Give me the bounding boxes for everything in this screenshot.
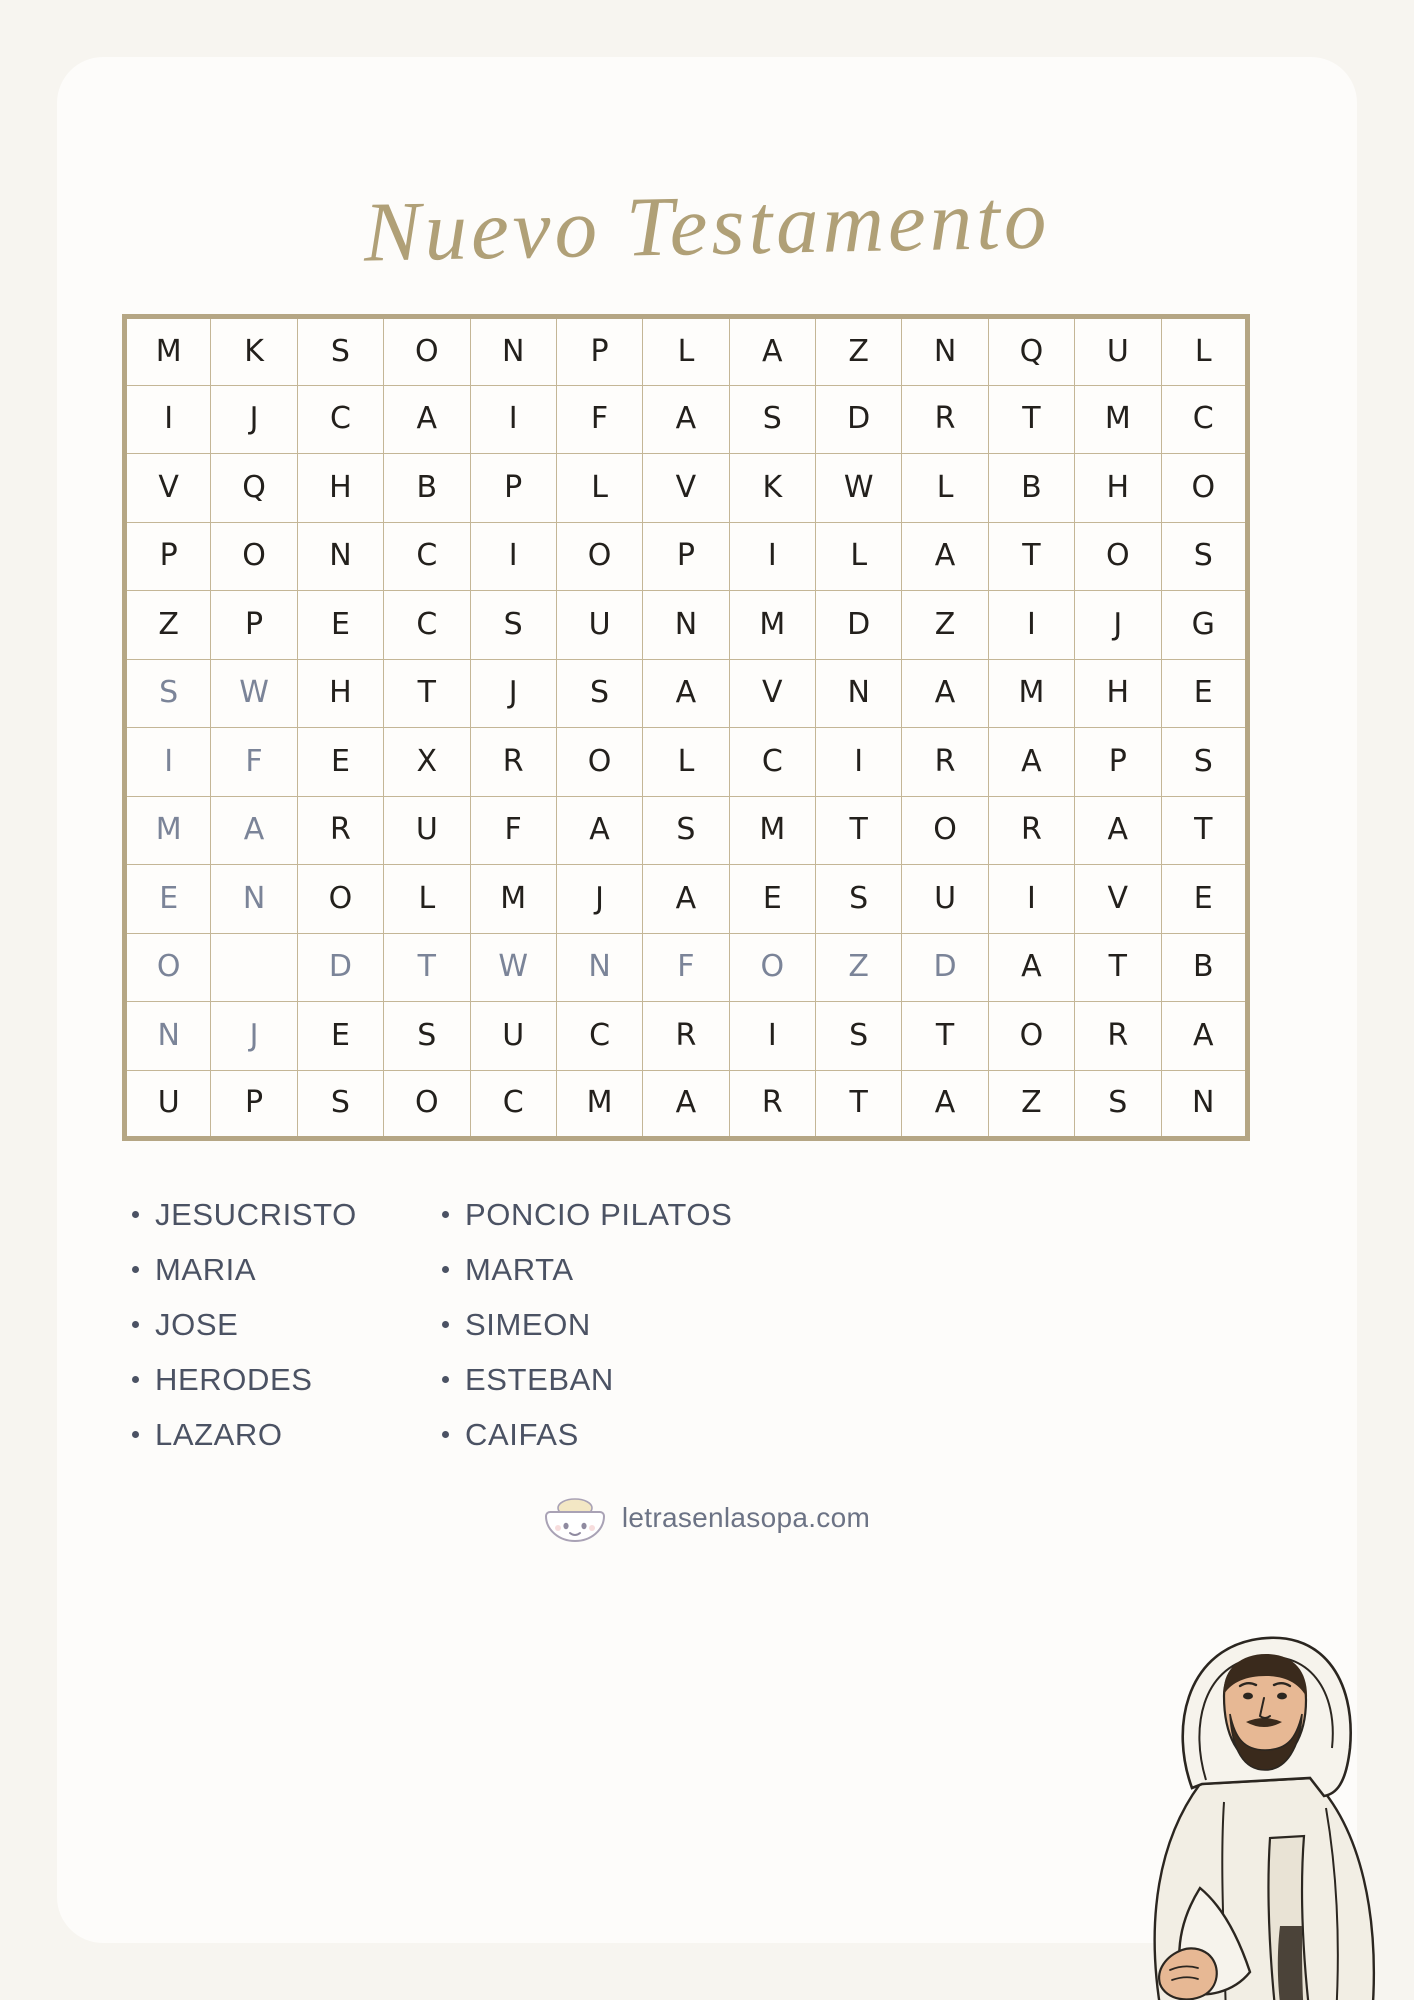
grid-cell[interactable]: F xyxy=(470,796,556,865)
grid-cell[interactable]: R xyxy=(643,1002,729,1071)
grid-cell[interactable]: S xyxy=(816,1002,902,1071)
footer xyxy=(57,1492,1357,1544)
grid-cell[interactable]: D xyxy=(297,933,383,1002)
grid-cell[interactable]: M xyxy=(729,796,815,865)
grid-cell[interactable]: N xyxy=(816,659,902,728)
grid-cell[interactable]: I xyxy=(125,385,211,454)
grid-cell[interactable]: N xyxy=(643,591,729,660)
grid-cell[interactable]: I xyxy=(729,1002,815,1071)
grid-cell[interactable]: O xyxy=(556,522,642,591)
grid-cell[interactable]: S xyxy=(816,865,902,934)
grid-cell[interactable]: A xyxy=(988,933,1074,1002)
grid-cell[interactable]: O xyxy=(297,865,383,934)
grid-cell[interactable]: S xyxy=(729,385,815,454)
grid-cell[interactable]: E xyxy=(729,865,815,934)
grid-cell[interactable]: N xyxy=(470,317,556,386)
grid-cell[interactable]: T xyxy=(1161,796,1248,865)
word-list-column-2 xyxy=(442,1187,842,1462)
grid-cell[interactable]: P xyxy=(211,1070,297,1139)
grid-row xyxy=(125,591,1248,660)
word-list-item[interactable] xyxy=(132,1297,442,1352)
grid-cell[interactable]: C xyxy=(729,728,815,797)
grid-cell[interactable]: B xyxy=(1161,933,1248,1002)
grid-cell[interactable]: S xyxy=(125,659,211,728)
grid-cell[interactable]: O xyxy=(125,933,211,1002)
grid-cell[interactable]: A xyxy=(556,796,642,865)
grid-cell[interactable]: R xyxy=(988,796,1074,865)
bullet-icon xyxy=(442,1376,449,1383)
grid-cell[interactable]: I xyxy=(470,385,556,454)
worksheet-card xyxy=(57,57,1357,1943)
grid-cell[interactable]: E xyxy=(1161,865,1248,934)
word-list-item[interactable] xyxy=(132,1242,442,1297)
grid-cell[interactable]: N xyxy=(1161,1070,1248,1139)
grid-cell[interactable]: H xyxy=(297,659,383,728)
grid-cell[interactable]: M xyxy=(125,796,211,865)
grid-cell[interactable]: M xyxy=(988,659,1074,728)
grid-cell[interactable]: J xyxy=(1075,591,1161,660)
grid-cell[interactable]: H xyxy=(297,454,383,523)
word-list-item[interactable] xyxy=(442,1352,842,1407)
grid-cell[interactable]: N xyxy=(902,317,988,386)
grid-cell[interactable]: O xyxy=(902,796,988,865)
word-label: LAZARO xyxy=(155,1416,283,1452)
word-label: MARIA xyxy=(155,1251,257,1287)
grid-cell[interactable]: L xyxy=(816,522,902,591)
grid-cell[interactable]: O xyxy=(988,1002,1074,1071)
grid-cell[interactable]: P xyxy=(1075,728,1161,797)
grid-cell[interactable]: V xyxy=(125,454,211,523)
grid-cell[interactable]: A xyxy=(1075,796,1161,865)
footer-site-label: letrasenlasopa.com xyxy=(621,1502,871,1533)
bullet-icon xyxy=(132,1266,139,1273)
grid-cell[interactable]: E xyxy=(297,728,383,797)
grid-cell[interactable]: L xyxy=(643,728,729,797)
grid-cell[interactable]: W xyxy=(470,933,556,1002)
grid-cell[interactable]: Q xyxy=(988,317,1074,386)
grid-cell[interactable]: J xyxy=(556,865,642,934)
grid-cell[interactable]: T xyxy=(988,522,1074,591)
grid-cell[interactable]: R xyxy=(470,728,556,797)
word-list-item[interactable] xyxy=(132,1352,442,1407)
grid-cell[interactable]: L xyxy=(556,454,642,523)
grid-cell[interactable]: Z xyxy=(125,591,211,660)
grid-cell[interactable]: S xyxy=(1161,728,1248,797)
word-search-grid-container xyxy=(122,314,1250,1141)
grid-cell[interactable]: O xyxy=(729,933,815,1002)
grid-cell[interactable]: C xyxy=(1161,385,1248,454)
grid-cell[interactable]: S xyxy=(384,1002,470,1071)
grid-cell[interactable]: E xyxy=(297,591,383,660)
word-label: JESUCRISTO xyxy=(155,1196,357,1232)
grid-cell[interactable]: M xyxy=(125,317,211,386)
grid-cell[interactable]: O xyxy=(556,728,642,797)
grid-cell[interactable]: B xyxy=(384,454,470,523)
grid-cell[interactable]: U xyxy=(384,796,470,865)
grid-cell[interactable]: M xyxy=(729,591,815,660)
grid-cell[interactable]: U xyxy=(470,1002,556,1071)
grid-cell[interactable]: P xyxy=(470,454,556,523)
grid-row xyxy=(125,522,1248,591)
grid-cell[interactable]: H xyxy=(1075,659,1161,728)
grid-cell[interactable]: X xyxy=(384,728,470,797)
bullet-icon xyxy=(132,1431,139,1438)
grid-cell[interactable]: O xyxy=(1161,454,1248,523)
word-search-grid[interactable] xyxy=(122,314,1250,1141)
bullet-icon xyxy=(442,1266,449,1273)
grid-cell[interactable]: S xyxy=(297,317,383,386)
grid-cell[interactable]: M xyxy=(1075,385,1161,454)
word-list-item[interactable] xyxy=(132,1187,442,1242)
grid-cell[interactable]: A xyxy=(643,865,729,934)
grid-cell[interactable]: Z xyxy=(816,933,902,1002)
grid-cell[interactable]: W xyxy=(816,454,902,523)
grid-cell[interactable]: A xyxy=(729,317,815,386)
grid-cell[interactable]: P xyxy=(556,317,642,386)
grid-cell[interactable]: J xyxy=(211,385,297,454)
word-label: MARTA xyxy=(465,1251,574,1287)
grid-cell[interactable]: F xyxy=(211,728,297,797)
grid-cell[interactable]: T xyxy=(816,1070,902,1139)
bullet-icon xyxy=(132,1376,139,1383)
grid-cell[interactable]: T xyxy=(384,933,470,1002)
grid-cell[interactable]: F xyxy=(556,385,642,454)
grid-row xyxy=(125,659,1248,728)
grid-cell[interactable]: M xyxy=(556,1070,642,1139)
grid-cell[interactable]: M xyxy=(470,865,556,934)
soup-bowl-icon xyxy=(544,1492,606,1544)
grid-cell[interactable]: I xyxy=(816,728,902,797)
grid-cell[interactable]: D xyxy=(902,933,988,1002)
grid-cell[interactable]: E xyxy=(125,865,211,934)
grid-cell[interactable]: P xyxy=(211,591,297,660)
bullet-icon xyxy=(442,1321,449,1328)
grid-cell[interactable]: A xyxy=(384,385,470,454)
grid-row xyxy=(125,1070,1248,1139)
grid-cell[interactable]: A xyxy=(1161,1002,1248,1071)
grid-cell[interactable]: A xyxy=(902,522,988,591)
grid-cell[interactable]: Z xyxy=(988,1070,1074,1139)
word-label: HERODES xyxy=(155,1361,313,1397)
grid-cell[interactable]: S xyxy=(297,1070,383,1139)
grid-cell[interactable]: D xyxy=(816,385,902,454)
grid-cell[interactable]: I xyxy=(125,728,211,797)
word-list-item[interactable] xyxy=(442,1187,842,1242)
grid-cell[interactable]: C xyxy=(384,591,470,660)
word-list-column-1 xyxy=(132,1187,442,1462)
grid-row xyxy=(125,317,1248,386)
grid-row xyxy=(125,865,1248,934)
grid-cell[interactable]: T xyxy=(384,659,470,728)
grid-row xyxy=(125,728,1248,797)
grid-cell[interactable]: V xyxy=(643,454,729,523)
grid-cell[interactable]: L xyxy=(1161,317,1248,386)
grid-cell[interactable]: A xyxy=(643,385,729,454)
grid-cell[interactable]: R xyxy=(729,1070,815,1139)
grid-cell[interactable]: I xyxy=(470,522,556,591)
grid-cell[interactable]: A xyxy=(988,728,1074,797)
grid-cell[interactable]: A xyxy=(211,796,297,865)
grid-cell[interactable]: S xyxy=(470,591,556,660)
word-list-item[interactable] xyxy=(442,1242,842,1297)
grid-cell[interactable]: J xyxy=(470,659,556,728)
grid-row xyxy=(125,796,1248,865)
grid-cell[interactable]: R xyxy=(297,796,383,865)
bullet-icon xyxy=(442,1211,449,1218)
grid-cell[interactable]: N xyxy=(556,933,642,1002)
grid-cell[interactable]: O xyxy=(384,317,470,386)
grid-cell[interactable]: U xyxy=(902,865,988,934)
word-label: JOSE xyxy=(155,1306,239,1342)
word-label: ESTEBAN xyxy=(465,1361,614,1397)
grid-cell[interactable]: V xyxy=(729,659,815,728)
grid-cell[interactable]: K xyxy=(211,317,297,386)
word-list xyxy=(132,1187,932,1462)
grid-cell[interactable]: O xyxy=(1075,522,1161,591)
grid-row xyxy=(125,385,1248,454)
grid-cell[interactable]: T xyxy=(816,796,902,865)
grid-cell[interactable]: S xyxy=(643,796,729,865)
grid-cell[interactable]: T xyxy=(988,385,1074,454)
grid-cell[interactable]: F xyxy=(643,933,729,1002)
word-label: CAIFAS xyxy=(465,1416,579,1452)
grid-cell[interactable]: T xyxy=(1075,933,1161,1002)
grid-cell[interactable]: R xyxy=(1075,1002,1161,1071)
grid-cell[interactable]: R xyxy=(902,728,988,797)
grid-cell[interactable]: V xyxy=(1075,865,1161,934)
grid-cell[interactable]: C xyxy=(297,385,383,454)
grid-cell[interactable]: K xyxy=(729,454,815,523)
grid-cell[interactable]: I xyxy=(988,865,1074,934)
grid-cell[interactable]: N xyxy=(125,1002,211,1071)
grid-cell[interactable]: O xyxy=(384,1070,470,1139)
grid-cell[interactable]: S xyxy=(1075,1070,1161,1139)
word-label: PONCIO PILATOS xyxy=(465,1196,733,1232)
grid-cell[interactable]: U xyxy=(125,1070,211,1139)
grid-row xyxy=(125,1002,1248,1071)
grid-cell[interactable]: E xyxy=(1161,659,1248,728)
grid-cell[interactable]: Z xyxy=(816,317,902,386)
grid-cell[interactable]: A xyxy=(643,659,729,728)
grid-cell[interactable]: L xyxy=(643,317,729,386)
grid-cell[interactable]: C xyxy=(556,1002,642,1071)
grid-cell[interactable]: N xyxy=(211,865,297,934)
grid-cell[interactable]: T xyxy=(902,1002,988,1071)
word-list-item[interactable] xyxy=(132,1407,442,1462)
grid-cell[interactable]: W xyxy=(211,659,297,728)
grid-cell[interactable]: H xyxy=(1075,454,1161,523)
grid-cell[interactable]: U xyxy=(556,591,642,660)
grid-cell[interactable]: E xyxy=(297,1002,383,1071)
grid-cell[interactable] xyxy=(211,933,297,1002)
grid-cell[interactable]: L xyxy=(384,865,470,934)
grid-cell[interactable]: N xyxy=(297,522,383,591)
grid-cell[interactable]: J xyxy=(211,1002,297,1071)
grid-cell[interactable]: C xyxy=(384,522,470,591)
grid-cell[interactable]: I xyxy=(988,591,1074,660)
grid-cell[interactable]: L xyxy=(902,454,988,523)
grid-cell[interactable]: O xyxy=(211,522,297,591)
bullet-icon xyxy=(132,1321,139,1328)
word-list-item[interactable] xyxy=(442,1407,842,1462)
page-title: Nuevo Testamento xyxy=(362,172,1052,280)
word-list-item[interactable] xyxy=(442,1297,842,1352)
grid-cell[interactable]: A xyxy=(902,659,988,728)
grid-cell[interactable]: P xyxy=(643,522,729,591)
grid-cell[interactable]: S xyxy=(1161,522,1248,591)
grid-cell[interactable]: I xyxy=(729,522,815,591)
grid-cell[interactable]: Z xyxy=(902,591,988,660)
grid-cell[interactable]: R xyxy=(902,385,988,454)
grid-cell[interactable]: B xyxy=(988,454,1074,523)
word-label: SIMEON xyxy=(465,1306,591,1342)
grid-cell[interactable]: A xyxy=(902,1070,988,1139)
grid-cell[interactable]: G xyxy=(1161,591,1248,660)
bullet-icon xyxy=(132,1211,139,1218)
grid-row xyxy=(125,454,1248,523)
grid-cell[interactable]: A xyxy=(643,1070,729,1139)
grid-cell[interactable]: D xyxy=(816,591,902,660)
grid-cell[interactable]: P xyxy=(125,522,211,591)
grid-row xyxy=(125,933,1248,1002)
bullet-icon xyxy=(442,1431,449,1438)
grid-cell[interactable]: C xyxy=(470,1070,556,1139)
grid-cell[interactable]: Q xyxy=(211,454,297,523)
grid-cell[interactable]: U xyxy=(1075,317,1161,386)
grid-cell[interactable]: S xyxy=(556,659,642,728)
